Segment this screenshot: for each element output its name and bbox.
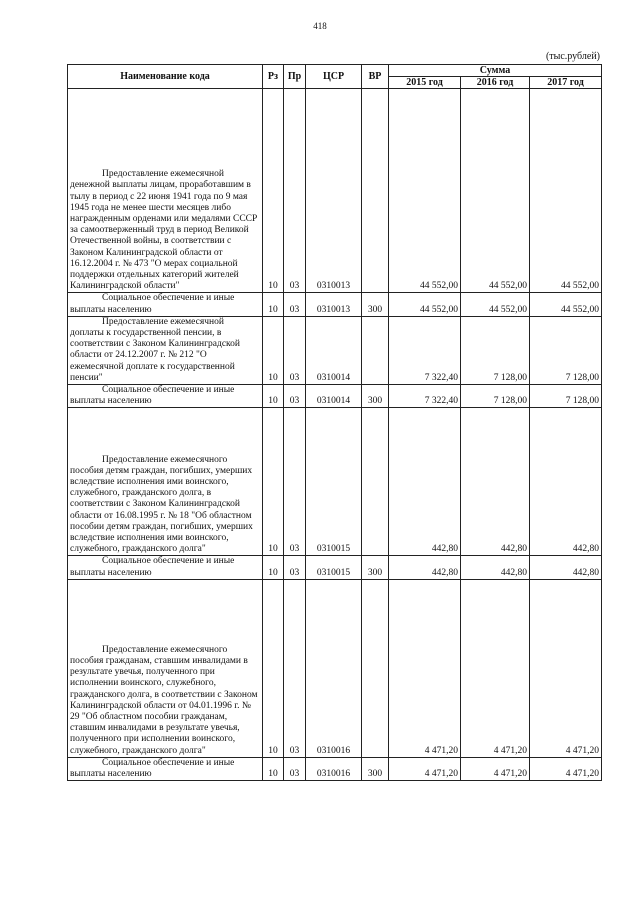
row-2017: 44 552,00 [530,89,602,293]
row-pr: 03 [284,316,306,384]
row-csr: 0310014 [306,316,362,384]
row-csr: 0310015 [306,556,362,579]
header-pr: Пр [284,65,306,89]
table-row [68,89,602,293]
row-vr: 300 [362,385,389,408]
row-2016: 44 552,00 [461,89,530,293]
row-rz: 10 [263,757,284,780]
header-2017: 2017 год [530,77,602,89]
table-row [68,556,602,579]
row-csr: 0310016 [306,757,362,780]
row-csr: 0310014 [306,385,362,408]
row-vr: 300 [362,757,389,780]
row-2015: 4 471,20 [389,579,461,757]
row-rz: 10 [263,579,284,757]
row-rz: 10 [263,408,284,556]
row-rz: 10 [263,385,284,408]
row-rz: 10 [263,556,284,579]
table-row [68,408,602,556]
row-2016: 4 471,20 [461,579,530,757]
table-row [68,293,602,316]
budget-table [67,64,602,781]
row-pr: 03 [284,385,306,408]
row-pr: 03 [284,89,306,293]
row-2016: 7 128,00 [461,316,530,384]
row-rz: 10 [263,316,284,384]
row-name: Социальное обеспечение и иные выплаты населению [68,385,263,408]
row-2017: 4 471,20 [530,579,602,757]
row-2016: 44 552,00 [461,293,530,316]
header-rz: Рз [263,65,284,89]
row-2017: 442,80 [530,556,602,579]
header-sum: Сумма [389,65,602,77]
header-2015: 2015 год [389,77,461,89]
row-2015: 7 322,40 [389,385,461,408]
row-2015: 44 552,00 [389,293,461,316]
row-name: Социальное обеспечение и иные выплаты населению [68,293,263,316]
row-name: Предоставление ежемесячной доплаты к государственной пенсии, в соответствии с Законом Калининградской области от 24.12.2007 г. № 212 "О ежемесячной доплате к государственной пенсии" [68,316,263,384]
header-vr: ВР [362,65,389,89]
row-2016: 442,80 [461,556,530,579]
row-2015: 7 322,40 [389,316,461,384]
row-vr [362,579,389,757]
row-pr: 03 [284,556,306,579]
row-pr: 03 [284,579,306,757]
row-name: Социальное обеспечение и иные выплаты населению [68,757,263,780]
row-name: Предоставление ежемесячной денежной выплаты лицам, проработавшим в тылу в период с 22 июня 1941 года по 9 мая 1945 года не менее шести месяцев либо награжденным орденами или медалями СССР за самоотверженный труд в период Великой Отечественной войны, в соответствии с Законом Калининградской области от 16.12.2004 г. № 473 "О мерах социальной поддержки отдельных категорий жителей Калининградской области" [68,89,263,293]
row-vr [362,89,389,293]
row-2016: 7 128,00 [461,385,530,408]
row-pr: 03 [284,293,306,316]
table-row [68,579,602,757]
page-number: 418 [313,21,327,31]
header-name: Наименование кода [68,65,263,89]
row-2017: 7 128,00 [530,316,602,384]
row-2016: 4 471,20 [461,757,530,780]
row-csr: 0310013 [306,293,362,316]
row-csr: 0310016 [306,579,362,757]
header-csr: ЦСР [306,65,362,89]
row-2016: 442,80 [461,408,530,556]
row-name: Предоставление ежемесячного пособия гражданам, ставшим инвалидами в результате увечья, полученного при исполнении воинского, служебного, гражданского долга, в соответствии с Законом Калининградской области от 04.01.1996 г. № 29 "Об областном пособии гражданам, ставшим инвалидами в результате увечья, полученного при исполнении воинского, служебного, гражданского долга" [68,579,263,757]
row-rz: 10 [263,293,284,316]
row-pr: 03 [284,757,306,780]
row-vr: 300 [362,293,389,316]
row-2017: 442,80 [530,408,602,556]
row-vr: 300 [362,556,389,579]
row-name: Социальное обеспечение и иные выплаты населению [68,556,263,579]
row-2017: 4 471,20 [530,757,602,780]
row-2015: 442,80 [389,408,461,556]
row-2017: 44 552,00 [530,293,602,316]
row-name: Предоставление ежемесячного пособия детям граждан, погибших, умерших вследствие исполнения ими воинского, служебного, гражданского долга, в соответствии с Законом Калининградской области от 16.08.1995 г. № 18 "Об областном пособии детям граждан, погибших, умерших вследствие исполнения ими воинского, служебного, гражданского долга" [68,408,263,556]
row-2017: 7 128,00 [530,385,602,408]
header-2016: 2016 год [461,77,530,89]
row-2015: 442,80 [389,556,461,579]
row-2015: 4 471,20 [389,757,461,780]
table-row [68,757,602,780]
table-row [68,316,602,384]
table-row [68,385,602,408]
units-label: (тыс.рублей) [545,51,600,62]
row-csr: 0310013 [306,89,362,293]
row-csr: 0310015 [306,408,362,556]
row-2015: 44 552,00 [389,89,461,293]
row-vr [362,316,389,384]
row-rz: 10 [263,89,284,293]
row-pr: 03 [284,408,306,556]
row-vr [362,408,389,556]
